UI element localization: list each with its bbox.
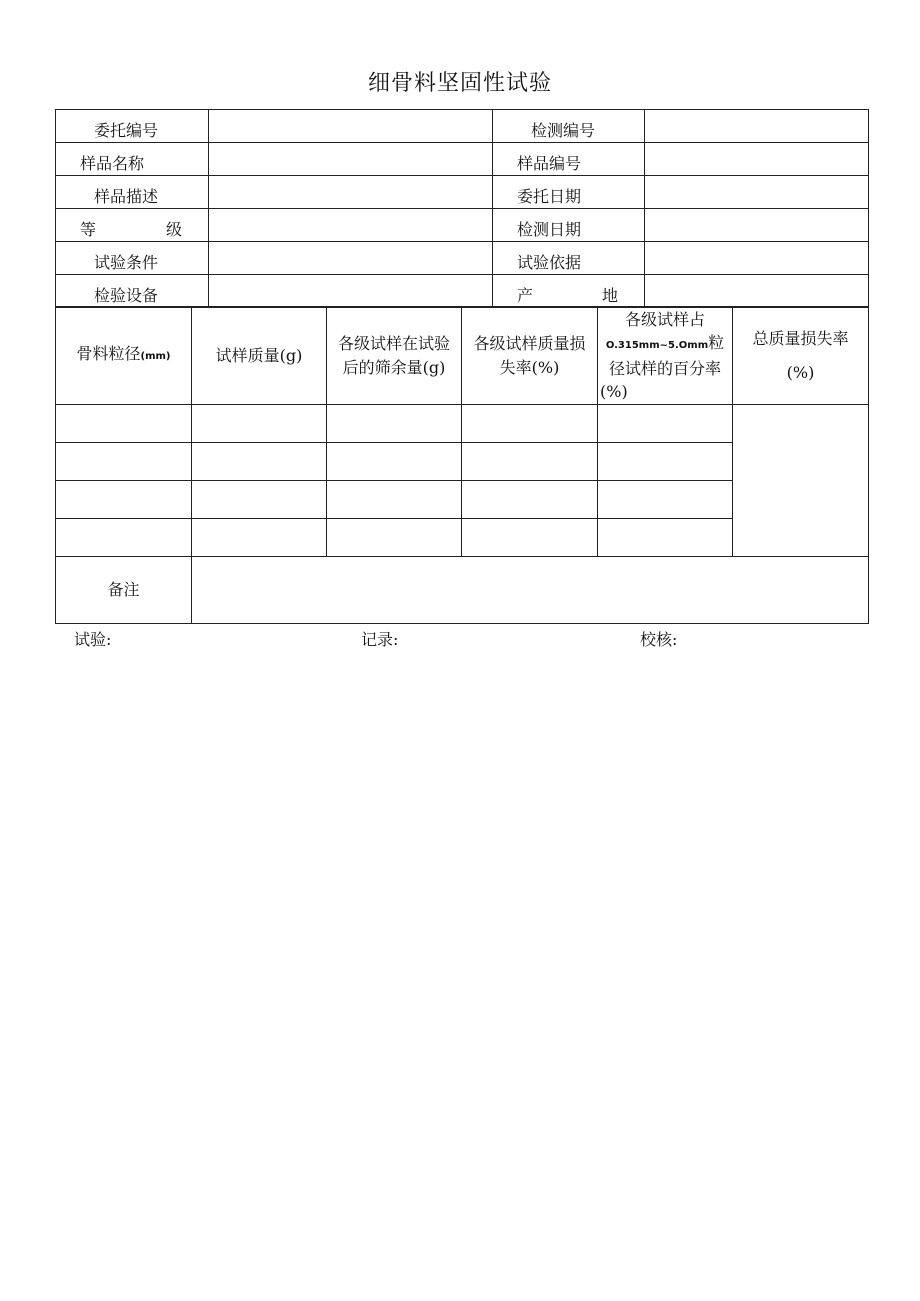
table-row <box>56 405 869 443</box>
signature-test: 试验: <box>74 630 112 649</box>
header-grade-percentage: 各级试样占 O.315mm~5.Omm粒 径试样的百分率 (%) <box>598 307 733 405</box>
info-row <box>56 242 869 275</box>
value-commission-date[interactable] <box>645 176 869 209</box>
cell[interactable] <box>327 519 462 557</box>
info-row <box>56 209 869 242</box>
value-test-no[interactable] <box>645 110 869 143</box>
label-grade: 等 级 <box>56 209 209 242</box>
info-row <box>56 275 869 308</box>
cell[interactable] <box>598 481 733 519</box>
label-equipment: 检验设备 <box>56 275 209 308</box>
value-test-conditions[interactable] <box>209 242 493 275</box>
value-sample-name[interactable] <box>209 143 493 176</box>
cell[interactable] <box>56 405 192 443</box>
cell[interactable] <box>56 443 192 481</box>
header-residue: 各级试样在试验 后的筛余量(g) <box>327 307 462 405</box>
cell[interactable] <box>327 481 462 519</box>
remark-row <box>56 557 869 624</box>
label-origin: 产 地 <box>493 275 645 308</box>
header-grade-loss-rate: 各级试样质量损 失率(%) <box>462 307 598 405</box>
value-equipment[interactable] <box>209 275 493 308</box>
value-test-basis[interactable] <box>645 242 869 275</box>
cell[interactable] <box>462 481 598 519</box>
cell[interactable] <box>192 443 327 481</box>
value-sample-desc[interactable] <box>209 176 493 209</box>
value-commission-no[interactable] <box>209 110 493 143</box>
info-row <box>56 143 869 176</box>
label-test-conditions: 试验条件 <box>56 242 209 275</box>
cell[interactable] <box>192 405 327 443</box>
total-loss-cell[interactable] <box>733 405 869 557</box>
cell[interactable] <box>462 405 598 443</box>
label-sample-desc: 样品描述 <box>56 176 209 209</box>
signature-check: 校核: <box>640 630 678 649</box>
page-title: 细骨料坚固性试验 <box>367 71 552 96</box>
cell[interactable] <box>192 519 327 557</box>
remark-value[interactable] <box>192 557 869 624</box>
cell[interactable] <box>598 405 733 443</box>
label-sample-name: 样品名称 <box>56 143 209 176</box>
cell[interactable] <box>56 519 192 557</box>
header-row <box>56 307 869 405</box>
value-grade[interactable] <box>209 209 493 242</box>
value-origin[interactable] <box>645 275 869 308</box>
cell[interactable] <box>462 519 598 557</box>
label-test-basis: 试验依据 <box>493 242 645 275</box>
info-table <box>55 109 869 308</box>
label-test-date: 检测日期 <box>493 209 645 242</box>
cell[interactable] <box>192 481 327 519</box>
info-row <box>56 176 869 209</box>
label-commission-no: 委托编号 <box>56 110 209 143</box>
cell[interactable] <box>327 405 462 443</box>
cell[interactable] <box>462 443 598 481</box>
cell[interactable] <box>598 519 733 557</box>
cell[interactable] <box>598 443 733 481</box>
signature-record: 记录: <box>361 630 399 649</box>
cell[interactable] <box>327 443 462 481</box>
value-test-date[interactable] <box>645 209 869 242</box>
data-table <box>55 306 869 624</box>
header-particle-size: 骨料粒径(mm) <box>56 307 192 405</box>
cell[interactable] <box>56 481 192 519</box>
header-total-loss-rate: 总质量损失率 (%) <box>733 307 869 405</box>
header-sample-mass: 试样质量(g) <box>192 307 327 405</box>
remark-label: 备注 <box>56 557 192 624</box>
info-row <box>56 110 869 143</box>
label-commission-date: 委托日期 <box>493 176 645 209</box>
label-sample-no: 样品编号 <box>493 143 645 176</box>
value-sample-no[interactable] <box>645 143 869 176</box>
label-test-no: 检测编号 <box>493 110 645 143</box>
